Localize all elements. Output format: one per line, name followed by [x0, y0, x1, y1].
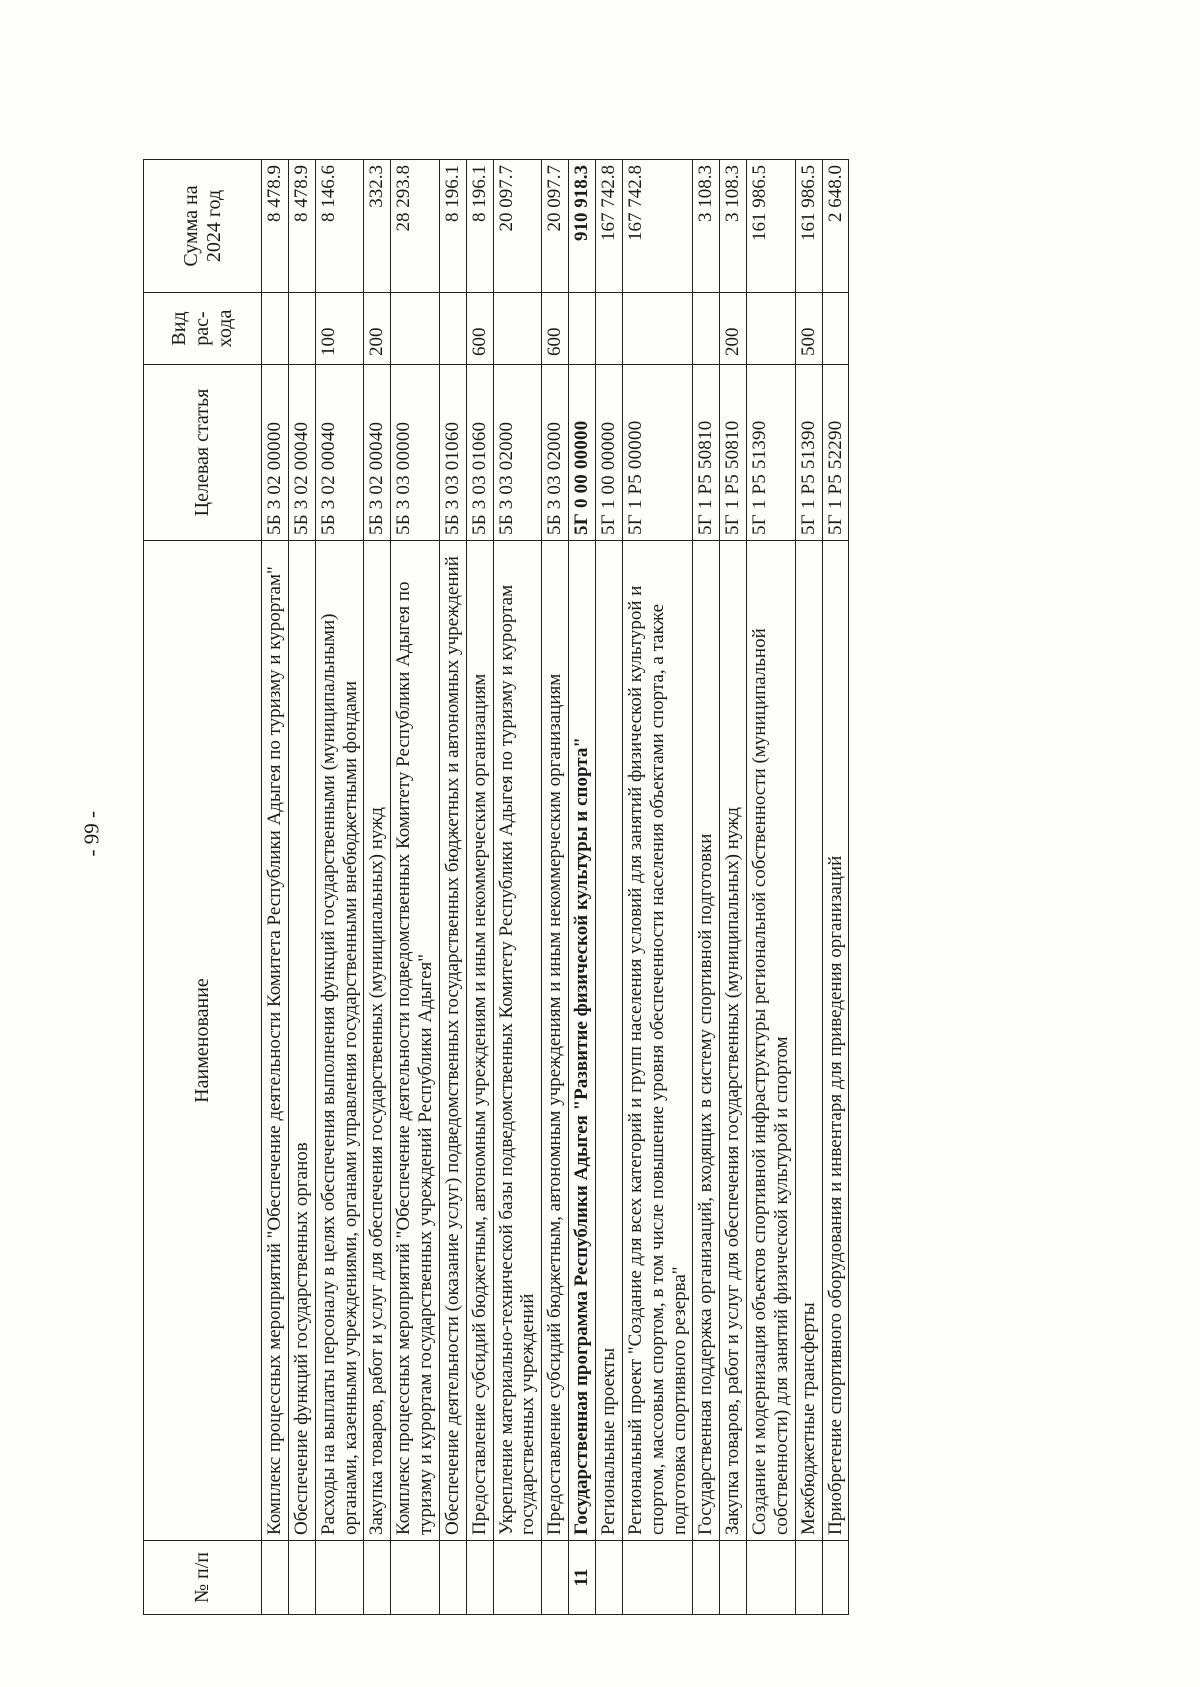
row-amount-cell: 161 986.5	[795, 160, 822, 293]
row-target-article-cell: 5Г 1 00 00000	[595, 365, 622, 541]
row-number-cell	[693, 1541, 720, 1615]
row-number-cell	[262, 1541, 289, 1615]
row-number-cell	[720, 1541, 747, 1615]
row-expense-type-cell: 500	[795, 293, 822, 365]
row-expense-type-cell: 200	[720, 293, 747, 365]
row-number-cell	[747, 1541, 796, 1615]
row-name-cell: Межбюджетные трансферты	[795, 541, 822, 1541]
row-amount-cell: 2 648.0	[822, 160, 849, 293]
row-target-article-cell: 5Б 3 02 00040	[315, 365, 364, 541]
row-target-article-cell: 5Г 1 Р5 00000	[622, 365, 693, 541]
row-target-article-cell: 5Г 0 00 00000	[569, 365, 596, 541]
table-row	[720, 160, 747, 1615]
row-expense-type-cell	[747, 293, 796, 365]
row-amount-cell: 3 108.3	[693, 160, 720, 293]
header-target-article: Целевая статья	[144, 365, 262, 541]
row-name-cell: Региональные проекты	[595, 541, 622, 1541]
row-amount-cell: 161 986.5	[747, 160, 796, 293]
row-amount-cell: 8 478.9	[288, 160, 315, 293]
row-target-article-cell: 5Г 1 Р5 51390	[747, 365, 796, 541]
budget-table	[143, 159, 849, 1615]
row-target-article-cell: 5Б 3 02 00000	[262, 365, 289, 541]
row-amount-cell: 28 293.8	[391, 160, 440, 293]
row-target-article-cell: 5Г 1 Р5 51390	[795, 365, 822, 541]
row-amount-cell: 8 196.1	[439, 160, 466, 293]
row-name-cell: Государственная поддержка организаций, входящих в систему спортивной подготовки	[693, 541, 720, 1541]
row-target-article-cell: 5Г 1 Р5 50810	[720, 365, 747, 541]
row-expense-type-cell	[595, 293, 622, 365]
table-row	[542, 160, 569, 1615]
row-name-cell: Приобретение спортивного оборудования и инвентаря для приведения организаций	[822, 541, 849, 1541]
row-expense-type-cell: 200	[364, 293, 391, 365]
row-expense-type-cell	[391, 293, 440, 365]
row-name-cell: Предоставление субсидий бюджетным, автономным учреждениям и иным некоммерческим организациям	[466, 541, 493, 1541]
row-target-article-cell: 5Б 3 02 00040	[364, 365, 391, 541]
row-expense-type-cell	[288, 293, 315, 365]
row-number-cell	[795, 1541, 822, 1615]
row-name-cell: Комплекс процессных мероприятий "Обеспечение деятельности Комитета Республики Адыгея по туризму и курортам"	[262, 541, 289, 1541]
table-row	[288, 160, 315, 1615]
table-row	[622, 160, 693, 1615]
row-number-cell	[364, 1541, 391, 1615]
row-name-cell: Обеспечение функций государственных органов	[288, 541, 315, 1541]
row-name-cell: Расходы на выплаты персоналу в целях обеспечения выполнения функций государственными (муниципальными) органами, казенными учреждениями, органами управления государственными внебюджетными фондами	[315, 541, 364, 1541]
row-number-cell: 11	[569, 1541, 596, 1615]
table-row	[391, 160, 440, 1615]
row-target-article-cell: 5Б 3 03 01060	[466, 365, 493, 541]
row-amount-cell: 910 918.3	[569, 160, 596, 293]
row-amount-cell: 8 146.6	[315, 160, 364, 293]
row-target-article-cell: 5Б 3 02 00040	[288, 365, 315, 541]
row-expense-type-cell	[822, 293, 849, 365]
row-amount-cell: 167 742.8	[622, 160, 693, 293]
table-row	[795, 160, 822, 1615]
row-expense-type-cell	[622, 293, 693, 365]
row-name-cell: Укрепление материально-технической базы подведомственных Комитету Республики Адыгея по туризму и курортам государственных учреждений	[493, 541, 542, 1541]
row-amount-cell: 167 742.8	[595, 160, 622, 293]
row-name-cell: Региональный проект "Создание для всех категорий и групп населения условий для занятий физической культурой и спортом, массовым спортом, в том числе повышение уровня обеспеченности населения объектами спорта, а также подготовка спортивного резерва"	[622, 541, 693, 1541]
header-expense-type: Вид рас-хода	[144, 293, 262, 365]
row-target-article-cell: 5Г 1 Р5 52290	[822, 365, 849, 541]
row-name-cell: Закупка товаров, работ и услуг для обеспечения государственных (муниципальных) нужд	[364, 541, 391, 1541]
row-expense-type-cell	[262, 293, 289, 365]
row-number-cell	[493, 1541, 542, 1615]
row-number-cell	[622, 1541, 693, 1615]
row-number-cell	[315, 1541, 364, 1615]
row-amount-cell: 8 196.1	[466, 160, 493, 293]
table-row	[364, 160, 391, 1615]
row-amount-cell: 8 478.9	[262, 160, 289, 293]
table-row	[822, 160, 849, 1615]
row-amount-cell: 3 108.3	[720, 160, 747, 293]
row-expense-type-cell: 600	[542, 293, 569, 365]
row-amount-cell: 20 097.7	[493, 160, 542, 293]
table-row	[747, 160, 796, 1615]
row-name-cell: Создание и модернизация объектов спортивной инфраструктуры региональной собственности (муниципальной собственности) для занятий физической культурой и спортом	[747, 541, 796, 1541]
row-number-cell	[439, 1541, 466, 1615]
table-row	[466, 160, 493, 1615]
row-amount-cell: 332.3	[364, 160, 391, 293]
rotated-table-sheet	[143, 160, 1033, 1615]
table-row	[315, 160, 364, 1615]
row-name-cell: Предоставление субсидий бюджетным, автономным учреждениям и иным некоммерческим организациям	[542, 541, 569, 1541]
table-row	[439, 160, 466, 1615]
row-expense-type-cell: 600	[466, 293, 493, 365]
header-name: Наименование	[144, 541, 262, 1541]
row-expense-type-cell	[693, 293, 720, 365]
row-amount-cell: 20 097.7	[542, 160, 569, 293]
row-target-article-cell: 5Б 3 03 00000	[391, 365, 440, 541]
table-row	[693, 160, 720, 1615]
row-expense-type-cell	[493, 293, 542, 365]
row-name-cell: Государственная программа Республики Адыгея "Развитие физической культуры и спорта"	[569, 541, 596, 1541]
header-amount: Сумма на 2024 год	[144, 160, 262, 293]
table-row	[595, 160, 622, 1615]
row-number-cell	[822, 1541, 849, 1615]
row-expense-type-cell	[439, 293, 466, 365]
table-row	[493, 160, 542, 1615]
table-row	[262, 160, 289, 1615]
table-header-row	[144, 160, 262, 1615]
row-expense-type-cell: 100	[315, 293, 364, 365]
row-number-cell	[466, 1541, 493, 1615]
row-name-cell: Закупка товаров, работ и услуг для обеспечения государственных (муниципальных) нужд	[720, 541, 747, 1541]
row-target-article-cell: 5Б 3 03 01060	[439, 365, 466, 541]
row-number-cell	[391, 1541, 440, 1615]
row-name-cell: Обеспечение деятельности (оказание услуг) подведомственных государственных бюджетных и автономных учреждений	[439, 541, 466, 1541]
row-target-article-cell: 5Б 3 03 02000	[542, 365, 569, 541]
row-name-cell: Комплекс процессных мероприятий "Обеспечение деятельности подведомственных Комитету Республики Адыгея по туризму и курортам государственных учреждений Республики Адыгея"	[391, 541, 440, 1541]
row-target-article-cell: 5Г 1 Р5 50810	[693, 365, 720, 541]
row-target-article-cell: 5Б 3 03 02000	[493, 365, 542, 541]
row-expense-type-cell	[569, 293, 596, 365]
row-number-cell	[288, 1541, 315, 1615]
table-row	[569, 160, 596, 1615]
row-number-cell	[595, 1541, 622, 1615]
page-number: - 99 -	[79, 811, 104, 857]
header-number: № п/п	[144, 1541, 262, 1615]
row-number-cell	[542, 1541, 569, 1615]
